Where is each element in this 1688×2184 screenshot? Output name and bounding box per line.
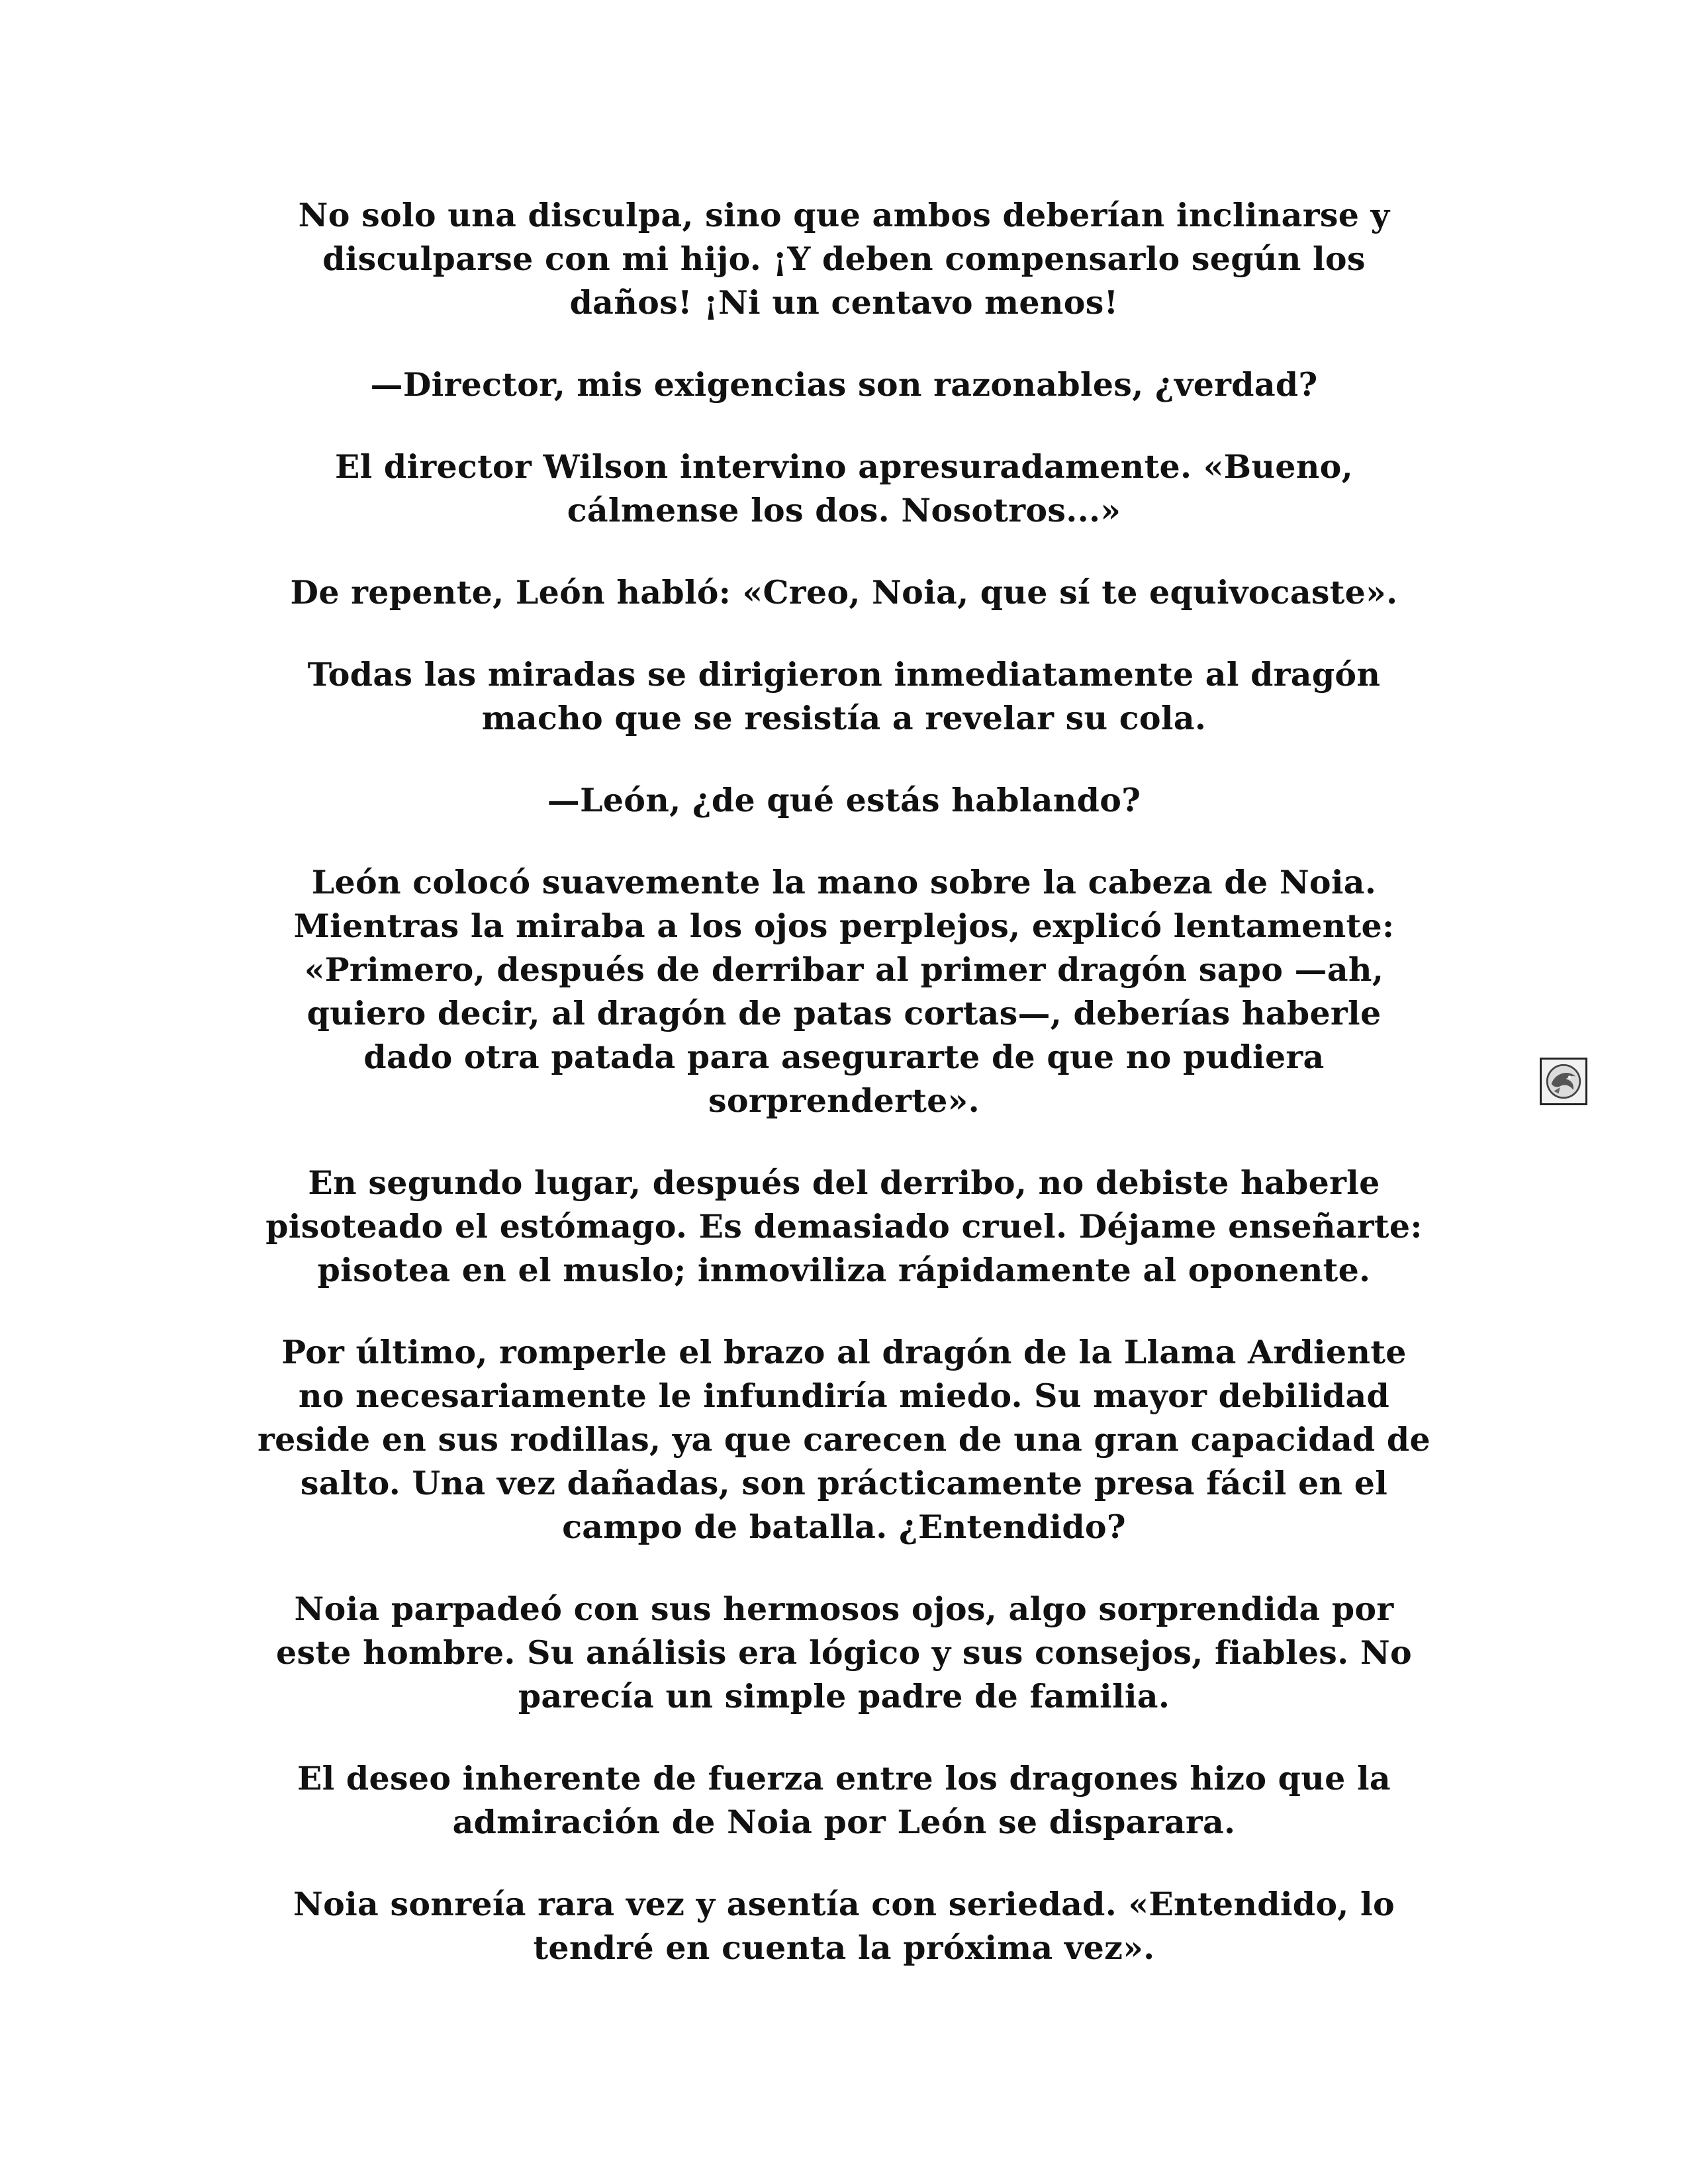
paragraph-4: [225, 570, 1463, 614]
paragraph-7: [225, 860, 1463, 1122]
paragraph-2: [225, 363, 1463, 406]
text-line: no necesariamente le infundiría miedo. Su mayor debilidad: [298, 1377, 1390, 1415]
text-line: Mientras la miraba a los ojos perplejos, explicó lentamente:: [293, 907, 1395, 945]
text-line: tendré en cuenta la próxima vez».: [533, 1929, 1155, 1967]
text-line: parecía un simple padre de familia.: [518, 1677, 1170, 1715]
text-line: pisotea en el muslo; inmoviliza rápidamente al oponente.: [317, 1251, 1371, 1289]
paragraph-6: [225, 778, 1463, 822]
dragon-emblem-icon: [1540, 1058, 1587, 1105]
text-line: En segundo lugar, después del derribo, no debiste haberle: [308, 1163, 1380, 1202]
text-line: cálmense los dos. Nosotros...»: [567, 491, 1121, 529]
paragraph-3: [225, 445, 1463, 532]
text-line: Noia sonreía rara vez y asentía con seriedad. «Entendido, lo: [293, 1885, 1395, 1923]
paragraph-8: [225, 1161, 1463, 1292]
text-line: León colocó suavemente la mano sobre la cabeza de Noia.: [311, 863, 1377, 901]
text-line: pisoteado el estómago. Es demasiado cruel. Déjame enseñarte:: [265, 1207, 1423, 1246]
text-line: —Director, mis exigencias son razonables, ¿verdad?: [370, 365, 1318, 404]
text-line: quiero decir, al dragón de patas cortas—, deberías haberle: [306, 994, 1382, 1032]
text-line: dado otra patada para asegurarte de que no pudiera: [363, 1038, 1325, 1076]
document-body: [225, 193, 1463, 2008]
text-line: este hombre. Su análisis era lógico y sus consejos, fiables. No: [276, 1633, 1412, 1672]
text-line: El director Wilson intervino apresuradamente. «Bueno,: [334, 447, 1354, 486]
text-line: sorprenderte».: [708, 1081, 980, 1120]
text-line: admiración de Noia por León se disparara.: [452, 1803, 1236, 1841]
text-line: Todas las miradas se dirigieron inmediatamente al dragón: [307, 655, 1381, 694]
text-line: —León, ¿de qué estás hablando?: [547, 781, 1141, 819]
text-line: Noia parpadeó con sus hermosos ojos, algo sorprendida por: [294, 1590, 1394, 1628]
paragraph-12: [225, 1882, 1463, 1970]
paragraph-11: [225, 1756, 1463, 1844]
text-line: daños! ¡Ni un centavo menos!: [569, 283, 1119, 322]
text-line: El deseo inherente de fuerza entre los dragones hizo que la: [297, 1759, 1391, 1797]
paragraph-9: [225, 1330, 1463, 1549]
paragraph-10: [225, 1587, 1463, 1718]
text-line: «Primero, después de derribar al primer dragón sapo —ah,: [304, 950, 1384, 989]
text-line: macho que se resistía a revelar su cola.: [481, 699, 1207, 737]
paragraph-1: [225, 193, 1463, 324]
text-line: disculparse con mi hijo. ¡Y deben compensarlo según los: [322, 240, 1366, 278]
text-line: No solo una disculpa, sino que ambos deberían inclinarse y: [298, 196, 1390, 234]
text-line: salto. Una vez dañadas, son prácticamente presa fácil en el: [300, 1464, 1388, 1502]
text-line: campo de batalla. ¿Entendido?: [562, 1508, 1126, 1546]
paragraph-5: [225, 653, 1463, 740]
text-line: reside en sus rodillas, ya que carecen de una gran capacidad de: [258, 1420, 1430, 1459]
text-line: De repente, León habló: «Creo, Noia, que sí te equivocaste».: [290, 573, 1398, 612]
text-line: Por último, romperle el brazo al dragón de la Llama Ardiente: [281, 1333, 1407, 1371]
